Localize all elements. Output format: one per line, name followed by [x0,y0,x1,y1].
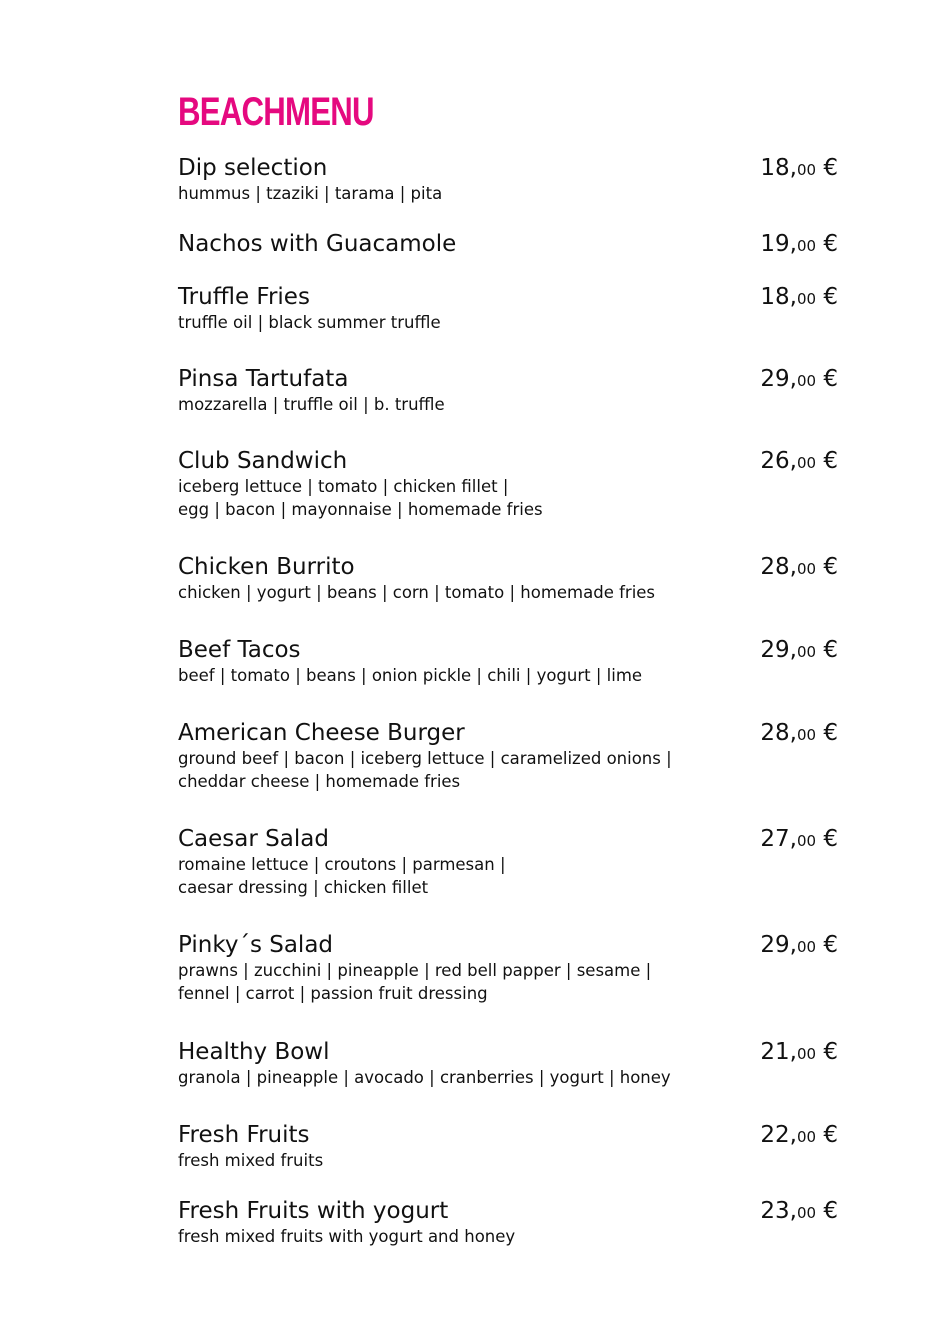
menu-item [178,365,838,416]
price-cents: 00 [796,832,817,850]
price-currency: € [823,155,838,181]
price-cents: 00 [796,560,817,578]
price-currency: € [823,554,838,580]
item-price [760,553,838,583]
price-main: 19, [760,231,797,257]
item-price [760,283,838,313]
price-currency: € [823,826,838,852]
price-cents: 00 [796,372,817,390]
item-name: Nachos with Guacamole [178,231,457,257]
price-cents: 00 [796,643,817,661]
price-cents: 00 [796,237,817,255]
price-main: 18, [760,284,797,310]
price-cents: 00 [796,1204,817,1222]
item-name: American Cheese Burger [178,720,465,746]
item-description: hummus | tzaziki | tarama | pita [178,184,443,203]
item-description: granola | pineapple | avocado | cranberries | yogurt | honey [178,1068,671,1087]
menu-item [178,230,838,258]
price-main: 29, [760,366,797,392]
item-description: fresh mixed fruits with yogurt and honey [178,1227,516,1246]
item-price [760,825,838,855]
item-description: egg | bacon | mayonnaise | homemade fries [178,500,543,519]
menu-item [178,553,838,604]
price-cents: 00 [796,161,817,179]
item-name: Truffle Fries [178,284,310,310]
item-name: Fresh Fruits with yogurt [178,1198,449,1224]
menu-item [178,931,838,1005]
price-main: 28, [760,720,797,746]
price-currency: € [823,720,838,746]
item-name: Beef Tacos [178,637,301,663]
price-main: 27, [760,826,797,852]
price-main: 18, [760,155,797,181]
menu-item [178,447,838,521]
item-description: fresh mixed fruits [178,1151,324,1170]
menu-item [178,1121,838,1172]
price-cents: 00 [796,290,817,308]
item-price [760,636,838,666]
price-main: 26, [760,448,797,474]
price-currency: € [823,637,838,663]
item-price [760,447,838,477]
item-name: Caesar Salad [178,826,329,852]
price-main: 28, [760,554,797,580]
menu-item [178,825,838,899]
item-price [760,1197,838,1227]
item-name: Fresh Fruits [178,1122,310,1148]
price-main: 23, [760,1198,797,1224]
item-description: chicken | yogurt | beans | corn | tomato | homemade fries [178,583,656,602]
price-cents: 00 [796,726,817,744]
item-price [760,1121,838,1151]
price-currency: € [823,1039,838,1065]
item-price [760,154,838,184]
item-name: Chicken Burrito [178,554,355,580]
item-name: Pinsa Tartufata [178,366,349,392]
item-description: iceberg lettuce | tomato | chicken fillet | [178,477,509,496]
item-description: prawns | zucchini | pineapple | red bell papper | sesame | [178,961,652,980]
menu-item [178,1197,838,1248]
item-description: truffle oil | black summer truffle [178,313,441,332]
item-description: fennel | carrot | passion fruit dressing [178,984,488,1003]
price-main: 29, [760,637,797,663]
price-main: 21, [760,1039,797,1065]
price-currency: € [823,448,838,474]
item-price [760,719,838,749]
price-currency: € [823,231,838,257]
price-currency: € [823,1122,838,1148]
price-currency: € [823,932,838,958]
menu-item [178,154,838,205]
price-cents: 00 [796,1128,817,1146]
menu-item [178,719,838,793]
menu-title: BEACHMENU [178,90,374,134]
menu-item [178,1038,838,1089]
price-cents: 00 [796,454,817,472]
price-cents: 00 [796,1045,817,1063]
price-cents: 00 [796,938,817,956]
item-description: ground beef | bacon | iceberg lettuce | caramelized onions | [178,749,672,768]
item-name: Healthy Bowl [178,1039,330,1065]
price-main: 22, [760,1122,797,1148]
menu-item [178,283,838,334]
item-description: mozzarella | truffle oil | b. truffle [178,395,445,414]
price-currency: € [823,366,838,392]
item-price [760,365,838,395]
item-name: Pinky´s Salad [178,932,334,958]
menu-item [178,636,838,687]
item-name: Dip selection [178,155,328,181]
item-price [760,931,838,961]
item-description: caesar dressing | chicken fillet [178,878,429,897]
item-description: beef | tomato | beans | onion pickle | chili | yogurt | lime [178,666,643,685]
item-name: Club Sandwich [178,448,348,474]
item-price [760,1038,838,1068]
price-main: 29, [760,932,797,958]
price-currency: € [823,1198,838,1224]
item-description: cheddar cheese | homemade fries [178,772,461,791]
item-price [760,230,838,260]
item-description: romaine lettuce | croutons | parmesan | [178,855,506,874]
price-currency: € [823,284,838,310]
